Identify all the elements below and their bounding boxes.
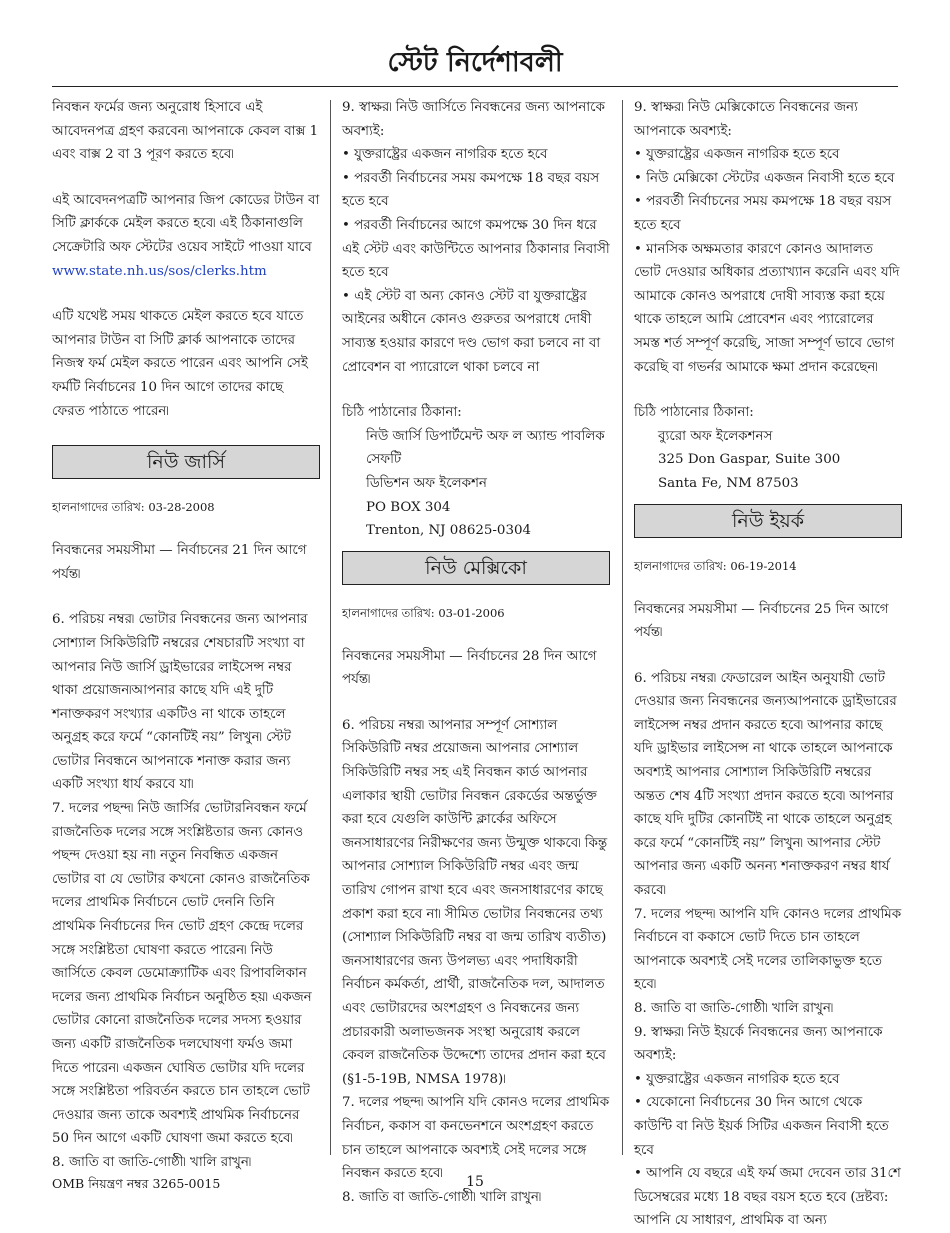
registration-deadline: নিবন্ধনের সময়সীমা — নির্বাচনের 28 দিন আগে পর্যন্ত৷	[342, 648, 597, 688]
registration-deadline: নিবন্ধনের সময়সীমা — নির্বাচনের 25 দিন আগে পর্যন্ত৷	[634, 601, 889, 641]
column-3	[634, 96, 902, 1233]
update-date: হালনাগাদের তারিখ: 03-01-2006	[342, 605, 505, 620]
state-heading-new-jersey: নিউ জার্সি	[52, 445, 320, 479]
ny-requirement: • আপনি যে বছরে এই ফর্ম জমা দেবেন তার 31শে ডিসেম্বরের মধ্যে 18 বছর বয়স হতে হবে (দ্রষ্টব্য: আপনি যে সাধারণ, প্রাথমিক বা অন্য	[634, 1162, 902, 1233]
column-1	[52, 96, 320, 1175]
nj-address	[342, 425, 610, 543]
mail-label: চিঠি পাঠানোর ঠিকানা:	[634, 405, 754, 421]
omb-control-number: OMB নিয়ন্ত্রণ নম্বর 3265-0015	[52, 1176, 221, 1191]
address-line: Trenton, NJ 08625-0304	[366, 523, 532, 539]
page-number: 15	[466, 1174, 484, 1190]
page-title: স্টেট নির্দেশাবলী	[387, 47, 563, 78]
nm-requirement: • যুক্তরাষ্ট্রের একজন নাগরিক হতে হবে	[634, 143, 902, 167]
nh-paragraph: নিবন্ধন ফর্মের জন্য অনুরোধ হিসাবে এই আবেদনপত্র গ্রহণ করবেন৷ আপনাকে কেবল বাক্স 1 এবং বাক্স 2 বা 3 পূরণ করতে হবে৷	[52, 100, 319, 163]
nm-requirement: • মানসিক অক্ষমতার কারণে কোনও আদালত ভোট দেওয়ার অধিকার প্রত্যাখ্যান করেনি এবং যদি আমাকে কোনও অপরাধে দোষী সাব্যস্ত করা হয়ে থাকে তাহলে আমি প্রোবেশন এবং প্যারোলের সমস্ত শর্ত সম্পূর্ণ করেছি, সাজা সম্পূর্ণ ভাবে ভোগ করেছি বা গভর্নর আমাকে ক্ষমা প্রদান করেছেন৷	[634, 238, 902, 380]
nm-item-7: 7. দলের পছন্দ৷ আপনি যদি কোনও দলের প্রাথমিক নির্বাচন, ককাস বা কনভেনশনে অংশগ্রহণ করতে চান তাহলে আপনাকে অবশ্যই সেই দলের সঙ্গে নিবন্ধন করতে হবে৷	[342, 1095, 610, 1182]
nm-item-6: 6. পরিচয় নম্বর৷ আপনার সম্পূর্ণ সোশ্যাল সিকিউরিটি নম্বর প্রয়োজন৷ আপনার সোশ্যাল সিকিউরিটি নম্বর সহ এই নিবন্ধন কার্ড আপনার এলাকার স্থায়ী ভোটার নিবন্ধন রেকর্ডের অন্তর্ভুক্ত করা হবে যেগুলি কাউন্টি ক্লার্কের অফিসে জনসাধারণের নিরীক্ষণের জন্য উন্মুক্ত থাকবে৷ কিন্তু আপনার সোশ্যাল সিকিউরিটি নম্বর এবং জন্ম তারিখ গোপন রাখা হবে এবং জনসাধারণের কাছে প্রকাশ করা হবে না৷ সীমিত ভোটার নিবন্ধনের তথ্য (সোশ্যাল সিকিউরিটি নম্বর বা জন্ম তারিখ ব্যতীত) জনসাধারণের জন্য উপলভ্য এবং পদাধিকারী নির্বাচন কর্মকর্তা, প্রার্থী, রাজনৈতিক দল, আদালত এবং ভোটারদের অংশগ্রহণ ও নিবন্ধনের জন্য প্রচারকারী অলাভজনক সংস্থা অনুরোধ করলে কেবল রাজনৈতিক উদ্দেশ্যে তাদের প্রদান করা হবে (§1-5-19B, NMSA 1978)৷	[342, 717, 608, 1087]
nj-item-9: 9. স্বাক্ষর৷ নিউ জার্সিতে নিবন্ধনের জন্য আপনাকে অবশ্যই:	[342, 100, 605, 139]
nj-item-8: 8. জাতি বা জাতি-গোষ্ঠী৷ খালি রাখুন৷	[52, 1154, 252, 1170]
nj-item-6: 6. পরিচয় নম্বর৷ ভোটার নিবন্ধনের জন্য আপনার সোশ্যাল সিকিউরিটি নম্বরের শেষচারটি সংখ্যা বা আপনার নিউ জার্সি ড্রাইভারের লাইসেন্স নম্বর থাকা প্রয়োজন৷আপনার কাছে যদি এই দুটি শনাক্তকরণ সংখ্যার একটিও না থাকে তাহলে অনুগ্রহ করে ফর্মে “কোনটিই নয়” লিখুন৷ স্টেট ভোটার নিবন্ধনে আপনাকে শনাক্ত করার জন্য একটি সংখ্যা ধার্য করবে যা৷	[52, 612, 308, 793]
nj-item-7: 7. দলের পছন্দ৷ নিউ জার্সির ভোটারনিবন্ধন ফর্মে রাজনৈতিক দলের সঙ্গে সংশ্লিষ্টতার জন্য কোনও পছন্দ দেওয়া হয় না৷ নতুন নিবন্ধিত একজন ভোটার বা যে ভোটার কখনো কোনও রাজনৈতিক দলের প্রাথমিক নির্বাচনে ভোট দেননি তিনি প্রাথমিক নির্বাচনের দিন ভোট গ্রহণ কেন্দ্রে দলের সঙ্গে সংশ্লিষ্টতা ঘোষণা করতে পারেন৷ নিউ জার্সিতে কেবল ডেমোক্র্যাটিক এবং রিপাবলিকান দলের জন্য প্রাথমিক নির্বাচন অনুষ্ঠিত হয়৷ একজন ভোটার কোনো রাজনৈতিক দলের সদস্য হওয়ার জন্য একটি রাজনৈতিক দলঘোষণা ফর্মও জমা দিতে পারেন৷ একজন ঘোষিত ভোটার যদি দলের সঙ্গে সংশ্লিষ্টতা পরিবর্তন করতে চান তাহলে ভোট দেওয়ার জন্য তাকে অবশ্যই প্রাথমিক নির্বাচনের 50 দিন আগে একটি ঘোষণা জমা করতে হবে৷	[52, 801, 312, 1147]
update-date: হালনাগাদের তারিখ: 03-28-2008	[52, 500, 215, 515]
nj-requirement: • পরবর্তী নির্বাচনের সময় কমপক্ষে 18 বছর বয়স হতে হবে	[342, 167, 610, 214]
address-line: ডিভিশন অফ ইলেকশন	[366, 475, 487, 491]
column-divider	[622, 100, 623, 1155]
update-date: হালনাগাদের তারিখ: 06-19-2014	[634, 558, 797, 573]
nh-paragraph: এটি যথেষ্ট সময় থাকতে মেইল করতে হবে যাতে আপনার টাউন বা সিটি ক্লার্ক আপনাকে তাদের নিজস্ব ফর্ম মেইল করতে পারেন এবং আপনি সেই ফর্মটি নির্বাচনের 10 দিন আগে তাদের কাছে ফেরত পাঠাতে পারেন৷	[52, 309, 308, 419]
nh-paragraph: এই আবেদনপত্রটি আপনার জিপ কোডের টাউন বা সিটি ক্লার্ককে মেইল করতে হবে৷ এই ঠিকানাগুলি সেক্রেটারি অফ স্টেটের ওয়েব সাইটে পাওয়া যাবে www.state.nh.us/sos/clerks.htm	[52, 192, 320, 279]
ny-item-7: 7. দলের পছন্দ৷ আপনি যদি কোনও দলের প্রাথমিক নির্বাচনে বা ককাসে ভোট দিতে চান তাহলে আপনাকে অবশ্যই সেই দলের তালিকাভুক্ত হতে হবে৷	[634, 906, 902, 993]
address-line: 325 Don Gaspar, Suite 300	[658, 452, 841, 468]
address-line: নিউ জার্সি ডিপার্টমেন্ট অফ ল অ্যান্ড পাবলিক সেফটি	[366, 428, 605, 468]
column-2	[342, 96, 610, 1209]
ny-item-8: 8. জাতি বা জাতি-গোষ্ঠী৷ খালি রাখুন৷	[634, 1001, 834, 1016]
ny-item-9: 9. স্বাক্ষর৷ নিউ ইয়র্কে নিবন্ধনের জন্য আপনাকে অবশ্যই:	[634, 1024, 883, 1064]
clerks-link[interactable]: www.state.nh.us/sos/clerks.htm	[52, 263, 267, 279]
nm-item-9: 9. স্বাক্ষর৷ নিউ মেক্সিকোতে নিবন্ধনের জন্য আপনাকে অবশ্যই:	[634, 100, 858, 139]
nj-requirement: • যুক্তরাষ্ট্রের একজন নাগরিক হতে হবে	[342, 143, 610, 167]
nm-address	[634, 425, 902, 496]
ny-requirement: • যুক্তরাষ্ট্রের একজন নাগরিক হতে হবে	[634, 1068, 902, 1092]
address-line: Santa Fe, NM 87503	[658, 475, 799, 491]
nj-requirement: • পরবর্তী নির্বাচনের আগে কমপক্ষে 30 দিন ধরে এই স্টেট এবং কাউন্টিতে আপনার ঠিকানার নিবাসী হতে হবে	[342, 214, 610, 285]
ny-item-6: 6. পরিচয় নম্বর৷ ফেডারেল আইন অনুযায়ী ভোট দেওয়ার জন্য নিবন্ধনের জন্যআপনাকে ড্রাইভারের লাইসেন্স নম্বর প্রদান করতে হবে৷ আপনার কাছে যদি ড্রাইভার লাইসেন্স না থাকে তাহলে আপনাকে অবশ্যই আপনার সোশ্যাল সিকিউরিটি নম্বরের অন্তত শেষ 4টি সংখ্যা প্রদান করতে হবে৷ আপনার কাছে যদি দুটির কোনটিই না থাকে তাহলে অনুগ্রহ করে ফর্মে “কোনটিই নয়” লিখুন৷ আপনার স্টেট আপনার জন্য একটি অনন্য শনাক্তকরণ নম্বর ধার্য করবে৷	[634, 670, 897, 899]
address-line: PO BOX 304	[366, 499, 451, 515]
state-heading-new-mexico: নিউ মেক্সিকো	[342, 551, 610, 585]
ny-requirement: • যেকোনো নির্বাচনের 30 দিন আগে থেকে কাউন্টি বা নিউ ইয়র্ক সিটির একজন নিবাসী হতে হবে	[634, 1091, 902, 1162]
nm-item-8: 8. জাতি বা জাতি-গোষ্ঠী৷ খালি রাখুন৷	[342, 1189, 542, 1205]
column-divider	[330, 100, 331, 1155]
registration-deadline: নিবন্ধনের সময়সীমা — নির্বাচনের 21 দিন আগে পর্যন্ত৷	[52, 543, 307, 582]
nj-requirement: • এই স্টেট বা অন্য কোনও স্টেট বা যুক্তরাষ্ট্রের আইনের অধীনে কোনও গুরুতর অপরাধে দোষী সাব্যস্ত হওয়ার কারণে দণ্ড ভোগ করা চলবে না বা প্রোবেশন বা প্যারোলে থাকা চলবে না	[342, 285, 610, 379]
title-divider	[52, 86, 898, 87]
address-line: ব্যুরো অফ ইলেকশনস	[658, 428, 773, 444]
nm-requirement: • নিউ মেক্সিকো স্টেটের একজন নিবাসী হতে হবে	[634, 167, 902, 191]
state-heading-new-york: নিউ ইয়র্ক	[634, 504, 902, 538]
mail-label: চিঠি পাঠানোর ঠিকানা:	[342, 405, 462, 421]
nm-requirement: • পরবর্তী নির্বাচনের সময় কমপক্ষে 18 বছর বয়স হতে হবে	[634, 190, 902, 237]
